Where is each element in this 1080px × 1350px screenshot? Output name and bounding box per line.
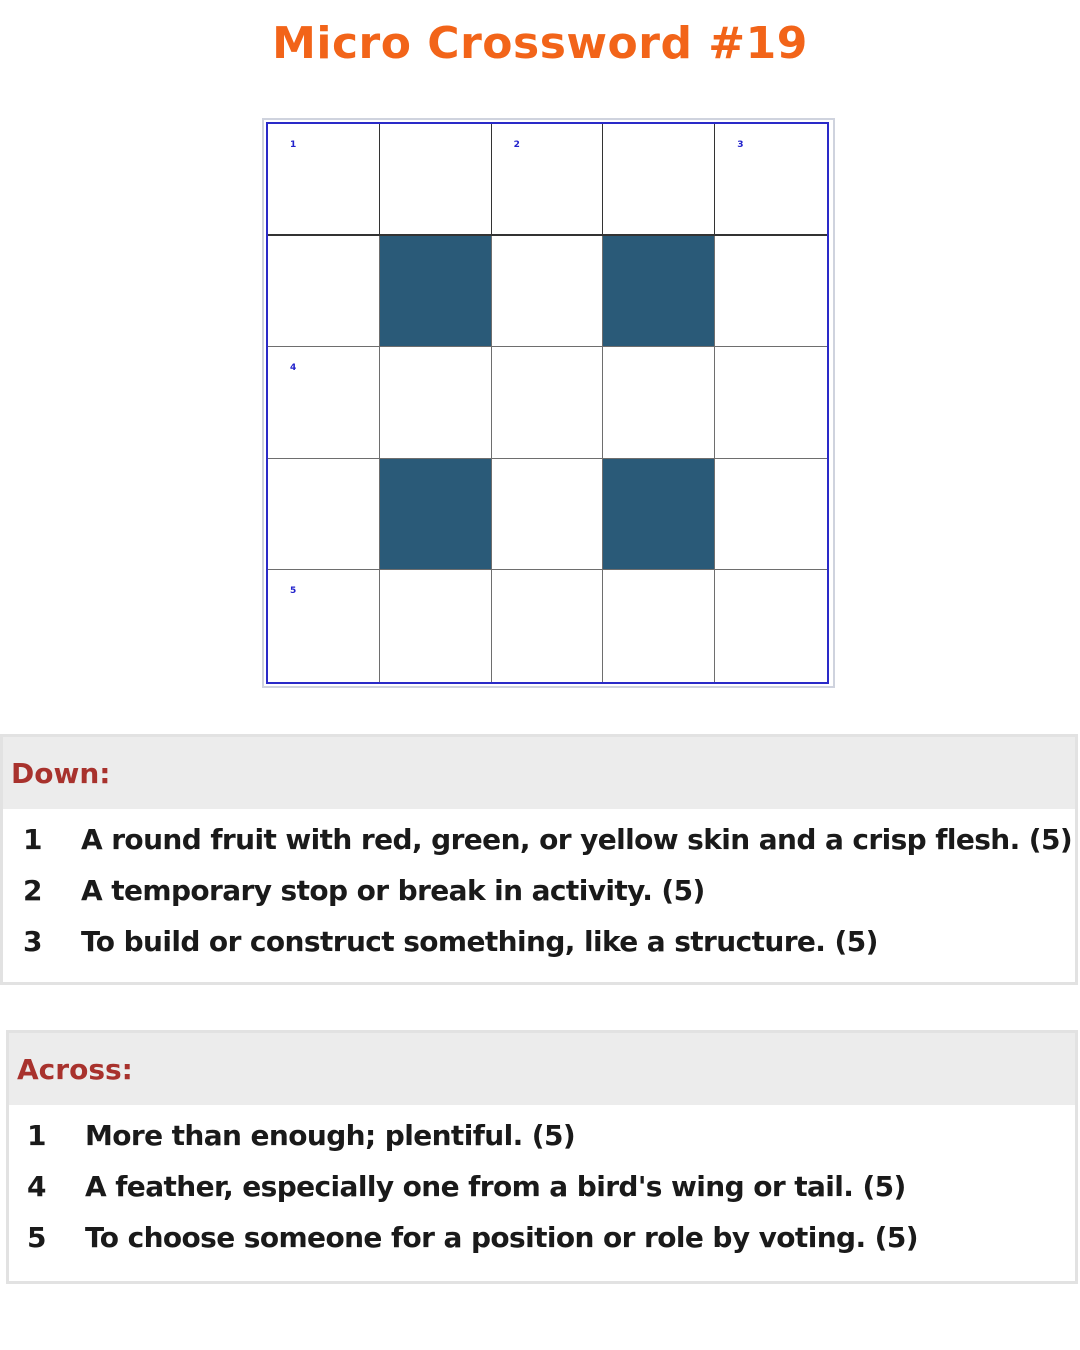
grid-cell[interactable] [715, 347, 827, 459]
across-clue[interactable] [9, 1221, 1075, 1272]
across-clue[interactable] [9, 1170, 1075, 1221]
grid-cell-blocked [380, 236, 492, 348]
grid-cell[interactable] [492, 459, 604, 571]
grid-cell[interactable] [603, 347, 715, 459]
cell-number: 3 [737, 140, 744, 150]
grid-cell[interactable] [603, 570, 715, 682]
clue-number: 3 [23, 925, 43, 958]
clue-text: A round fruit with red, green, or yellow skin and a crisp flesh. (5) [81, 823, 1073, 856]
across-heading: Across: [9, 1033, 1075, 1105]
down-heading: Down: [3, 737, 1075, 809]
grid-cell[interactable] [380, 347, 492, 459]
grid-cell[interactable] [715, 570, 827, 682]
grid-cell[interactable] [715, 459, 827, 571]
grid-cell[interactable] [380, 124, 492, 236]
clue-number: 4 [27, 1170, 47, 1203]
down-clue[interactable] [3, 823, 1075, 874]
clue-text: To choose someone for a position or role by voting. (5) [85, 1221, 918, 1254]
across-clues-panel [6, 1030, 1078, 1284]
cell-number: 5 [290, 586, 297, 597]
clue-number: 1 [27, 1119, 47, 1152]
grid-cell[interactable] [268, 459, 380, 571]
down-clue[interactable] [3, 874, 1075, 925]
grid-cell-blocked [380, 459, 492, 571]
grid-cell[interactable] [492, 124, 604, 236]
grid-cell[interactable] [492, 347, 604, 459]
grid-cell[interactable] [715, 236, 827, 348]
cell-number: 1 [290, 140, 297, 150]
clue-number: 1 [23, 823, 43, 856]
crossword-grid [266, 122, 829, 684]
clue-text: To build or construct something, like a structure. (5) [81, 925, 878, 958]
down-clue[interactable] [3, 925, 1075, 976]
grid-cell[interactable] [715, 124, 827, 236]
clue-number: 5 [27, 1221, 47, 1254]
clue-text: A temporary stop or break in activity. (5) [81, 874, 705, 907]
clue-text: More than enough; plentiful. (5) [85, 1119, 576, 1152]
grid-cell[interactable] [268, 347, 380, 459]
clue-text: A feather, especially one from a bird's wing or tail. (5) [85, 1170, 906, 1203]
crossword-grid-frame [262, 118, 835, 688]
down-clues-panel [0, 734, 1078, 985]
grid-cell[interactable] [380, 570, 492, 682]
grid-cell-blocked [603, 459, 715, 571]
down-clue-list [3, 809, 1075, 976]
grid-cell-blocked [603, 236, 715, 348]
grid-cell[interactable] [492, 570, 604, 682]
grid-cell[interactable] [268, 236, 380, 348]
puzzle-title: Micro Crossword #19 [272, 18, 808, 69]
grid-cell[interactable] [268, 570, 380, 682]
grid-cell[interactable] [268, 124, 380, 236]
across-clue-list [9, 1105, 1075, 1272]
cell-number: 4 [290, 363, 297, 374]
grid-cell[interactable] [603, 124, 715, 236]
clue-number: 2 [23, 874, 43, 907]
grid-cell[interactable] [492, 236, 604, 348]
cell-number: 2 [513, 140, 520, 150]
across-clue[interactable] [9, 1119, 1075, 1170]
